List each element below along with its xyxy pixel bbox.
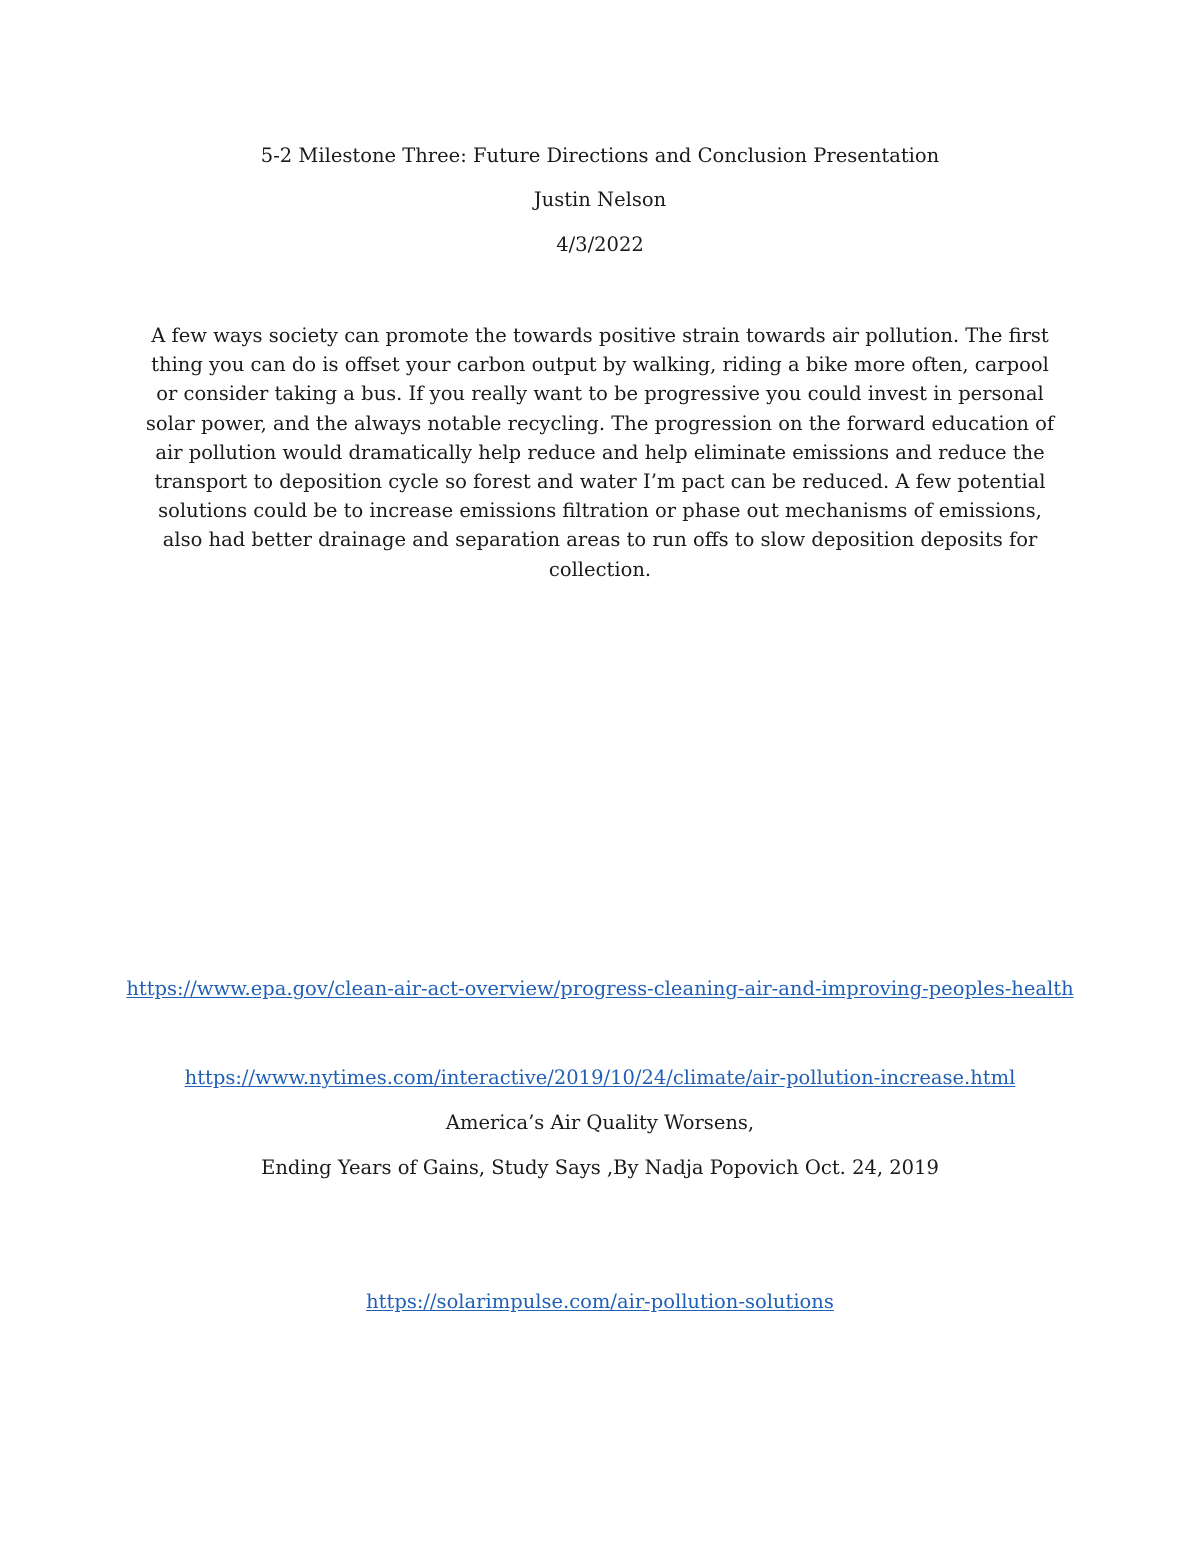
reference-3	[0, 1290, 1200, 1314]
document-date: 4/3/2022	[556, 233, 644, 256]
citation-title: America’s Air Quality Worsens,	[445, 1111, 755, 1134]
body-paragraph: A few ways society can promote the towards positive strain towards air pollution. The first thing you can do is offset your carbon output by walking, riding a bike more often, carpool or consider taking a bus. If you really want to be progressive you could invest in personal solar power, and the always notable recycling. The progression on the forward education of air pollution would dramatically help reduce and help eliminate emissions and reduce the transport to deposition cycle so forest and water I’m pact can be reduced. A few potential solutions could be to increase emissions filtration or phase out mechanisms of emissions, also had better drainage and separation areas to run offs to slow deposition deposits for collection.	[145, 324, 1055, 581]
reference-1	[0, 977, 1200, 1001]
solarimpulse-link[interactable]: https://solarimpulse.com/air-pollution-solutions	[366, 1290, 834, 1313]
author-name: Justin Nelson	[533, 188, 667, 211]
citation-author: Ending Years of Gains, Study Says ,By Nadja Popovich Oct. 24, 2019	[261, 1156, 939, 1179]
reference-2	[0, 1066, 1200, 1090]
epa-link[interactable]: https://www.epa.gov/clean-air-act-overview/progress-cleaning-air-and-improving-peoples-health	[126, 977, 1074, 1000]
nytimes-link[interactable]: https://www.nytimes.com/interactive/2019/10/24/climate/air-pollution-increase.html	[184, 1066, 1016, 1089]
document-title: 5-2 Milestone Three: Future Directions and Conclusion Presentation	[260, 144, 940, 167]
